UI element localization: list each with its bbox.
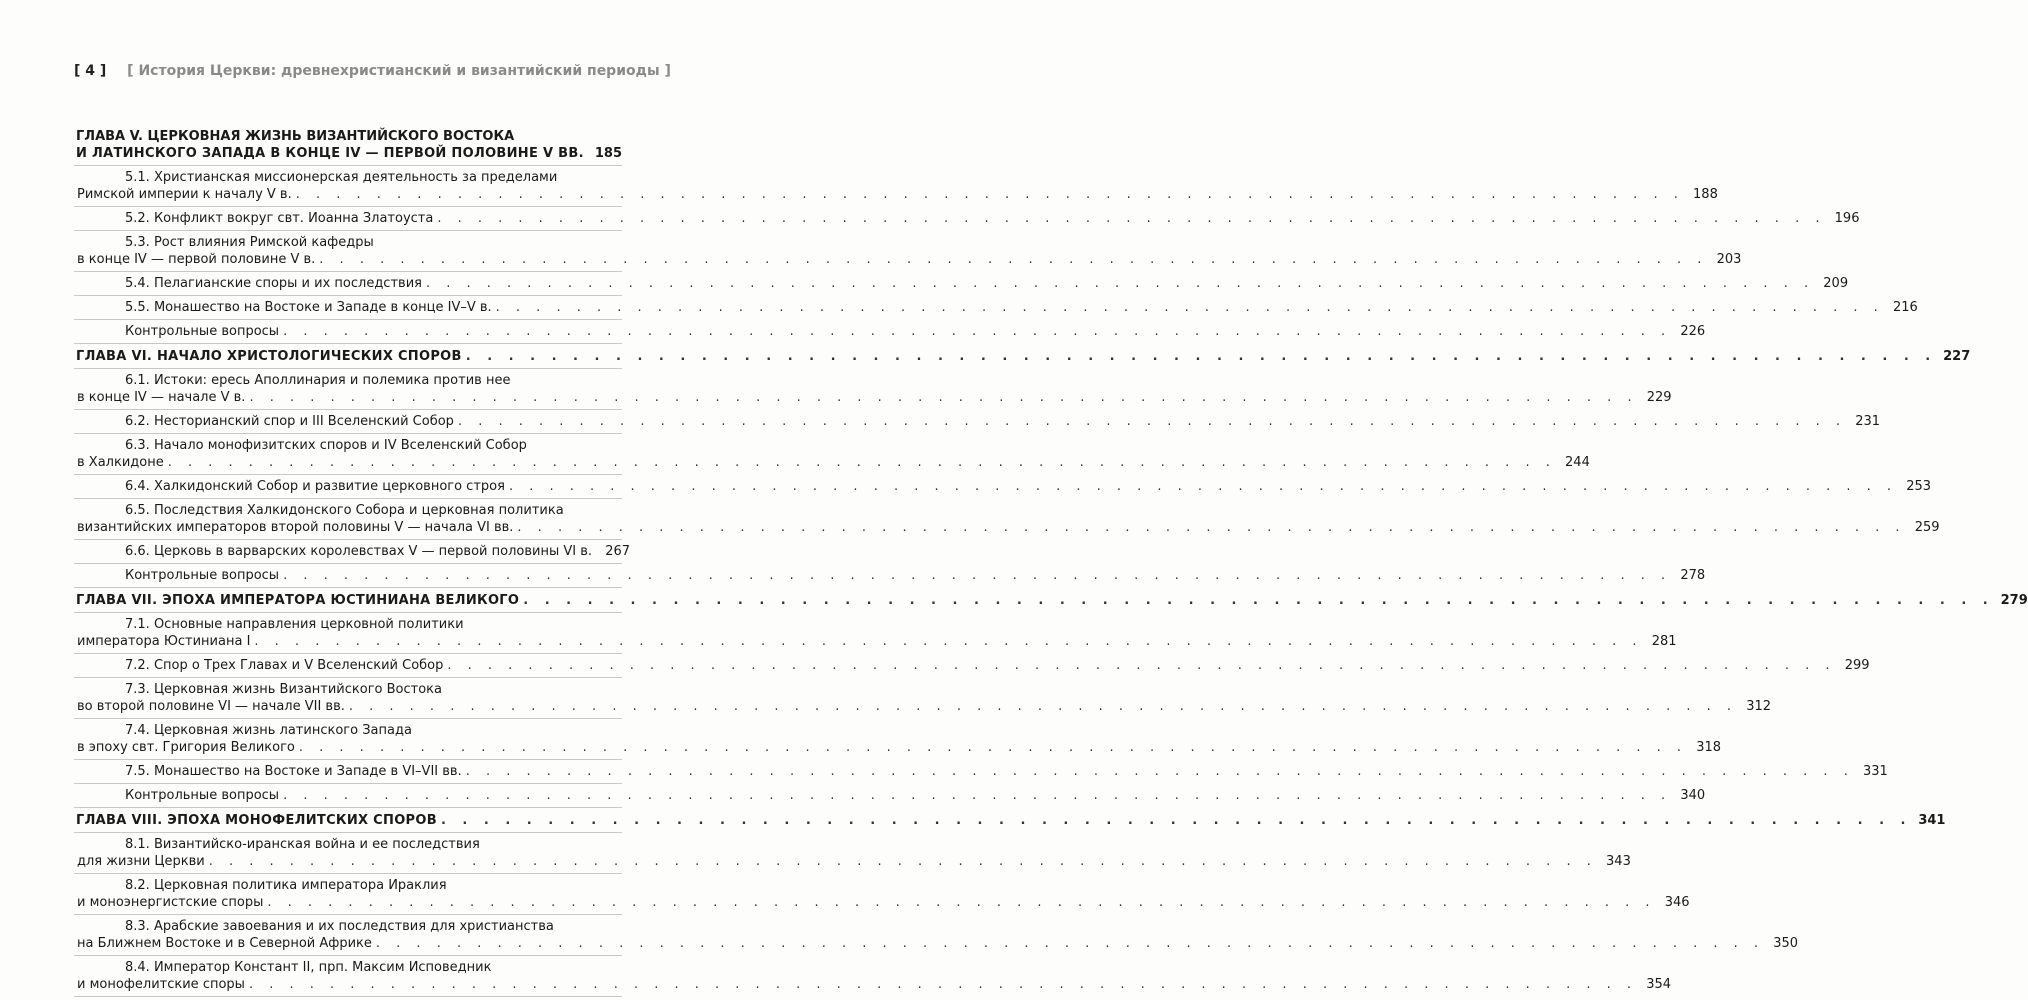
- page-ref: 216: [1892, 300, 1918, 315]
- toc-title-line: ГЛАВА VII. ЭПОХА ИМПЕРАТОРА ЮСТИНИАНА ВЕЛИКОГО: [76, 593, 520, 608]
- running-head: [74, 63, 671, 79]
- toc-title-line: 5.2. Конфликт вокруг свт. Иоанна Златоуста: [125, 211, 434, 226]
- toc-section-entry: [74, 613, 1677, 654]
- page-ref: 350: [1773, 936, 1799, 951]
- toc-title-line: императора Юстиниана I: [77, 634, 251, 649]
- toc-title-line: в Халкидоне: [77, 455, 164, 470]
- toc-entry-last-line: [77, 976, 1672, 993]
- page-ref: 312: [1746, 699, 1772, 714]
- toc-title-line: 5.3. Рост влияния Римской кафедры: [125, 235, 374, 250]
- page-number: [ 4 ]: [74, 63, 107, 79]
- toc-title-line: 6.3. Начало монофизитских споров и IV Вселенский Собор: [125, 438, 527, 453]
- dot-leader: . . . . . . . . . . . . . . . . . . . . . . . . . . . . . . . . . . . . . . . . . . . . . . . . . . . . . . . . . . . . . . . . . . . . .: [254, 634, 1643, 649]
- toc-section-entry: [74, 678, 1772, 719]
- page-ref: 203: [1716, 252, 1742, 267]
- toc-title-line: 6.2. Несторианский спор и III Вселенский Собор: [125, 414, 454, 429]
- toc-title-line: на Ближнем Востоке и в Северной Африке: [77, 936, 372, 951]
- toc-entry-last-line: [76, 592, 2028, 609]
- toc-section-entry: [74, 540, 631, 564]
- toc-chapter-entry: [74, 588, 2028, 613]
- page-ref: 346: [1664, 895, 1690, 910]
- dot-leader: . . . . . . . . . . . . . . . . . . . . . . . . . . . . . . . . . . . . . . . . . . . . . . . . . . . . . . . . . . . . . . . . . . . . .: [283, 788, 1672, 803]
- toc-section-entry: [74, 874, 1690, 915]
- toc-title-line: 5.4. Пелагианские споры и их последствия: [125, 276, 422, 291]
- toc-entry-last-line: [77, 853, 1631, 870]
- toc-title-line: 7.4. Церковная жизнь латинского Запада: [125, 723, 412, 738]
- toc-entry-last-line: [76, 348, 1971, 365]
- page-ref: 188: [1693, 187, 1718, 202]
- toc-title-line: 5.5. Монашество на Востоке и Западе в конце IV–V в.: [125, 300, 492, 315]
- page-ref: 341: [1918, 813, 1946, 828]
- dot-leader: . . . . . . . . . . . . . . . . . . . . . . . . . . . . . . . . . . . . . . . . . . . . . . . . . . . . . . . . . . . . . . . . . . . . .: [283, 568, 1672, 583]
- toc-entry-last-line: [77, 275, 1849, 292]
- dot-leader: . . . . . . . . . . . . . . . . . . . . . . . . . . . . . . . . . . . . . . . . . . . . . . . . . . . . . . . . . . . . . . . . . . . . .: [298, 740, 1688, 755]
- toc-section-entry: [74, 207, 1860, 231]
- toc-chapter-entry: [74, 344, 1971, 369]
- page-ref: 267: [605, 544, 631, 559]
- page-ref: 299: [1844, 658, 1870, 673]
- dot-leader: . . . . . . . . . . . . . . . . . . . . . . . . . . . . . . . . . . . . . . . . . . . . . . . . . . . . . . . . . . . . . . . . . . . . .: [465, 349, 1937, 364]
- toc-title-line: 6.1. Истоки: ересь Аполлинария и полемика против нее: [125, 373, 511, 388]
- dot-leader: . . . . . . . . . . . . . . . . . . . . . . . . . . . . . . . . . . . . . . . . . . . . . . . . . . . . . . . . . . . . . . . . . . . . .: [249, 390, 1638, 405]
- dot-leader: . . . . . . . . . . . . . . . . . . . . . . . . . . . . . . . . . . . . . . . . . . . . . . . . . . . . . . . . . . . . . . . . . . . . .: [167, 455, 1556, 470]
- toc-entry-last-line: [77, 739, 1722, 756]
- toc-title-line: 8.1. Византийско-иранская война и ее последствия: [125, 837, 480, 852]
- toc-entry-last-line: [77, 186, 1718, 203]
- dot-leader: . . . . . . . . . . . . . . . . . . . . . . . . . . . . . . . . . . . . . . . . . . . . . . . . . . . . . . . . . . . . . . . . . . . . .: [248, 977, 1638, 992]
- dot-leader: . . . . . . . . . . . . . . . . . . . . . . . . . . . . . . . . . . . . . . . . . . . . . . . . . . . . . . . . . . . . . . . . . . . . .: [495, 300, 1884, 315]
- dot-leader: . . . . . . . . . . . . . . . . . . . . . . . . . . . . . . . . . . . . . . . . . . . . . . . . . . . . . . . . . . . . . . . . . . . . .: [457, 414, 1847, 429]
- toc-chapter-entry: [74, 808, 1946, 833]
- toc-section-entry: [74, 475, 1932, 499]
- dot-leader: . . . . . . . . . . . . . . . . . . . . . . . . . . . . . . . . . . . . . . . . . . . . . . . . . . . . . . . . . . . . . . . . . . . . .: [348, 699, 1738, 714]
- toc-entry-last-line: [77, 210, 1860, 227]
- toc-entry-last-line: [77, 543, 631, 560]
- page-ref: 340: [1680, 788, 1706, 803]
- dot-leader: . . . . . . . . . . . . . . . . . . . . . . . . . . . . . . . . . . . . . . . . . . . . . . . . . . . . . . . . . . . . . . . . . . . . .: [425, 276, 1815, 291]
- page-ref: 226: [1680, 324, 1706, 339]
- toc-entry-last-line: [77, 389, 1672, 406]
- toc-section-entry: [74, 434, 1590, 475]
- toc-section-entry: [74, 410, 1881, 434]
- toc-section-entry: [74, 272, 1849, 296]
- toc-title-line: во второй половине VI — начале VII вв.: [77, 699, 345, 714]
- toc-title-line: и монофелитские споры: [77, 977, 245, 992]
- toc-title-line: 8.2. Церковная политика императора Ираклия: [125, 878, 447, 893]
- page-ref: 279: [2000, 593, 2028, 608]
- page-ref: 229: [1646, 390, 1672, 405]
- page-ref: 343: [1606, 854, 1631, 869]
- toc-section-entry: [74, 320, 1706, 344]
- toc-section-entry: [74, 784, 1706, 808]
- toc-chapter-entry: [74, 124, 622, 166]
- toc-title-line: Контрольные вопросы: [125, 568, 280, 583]
- page-ref: 227: [1943, 349, 1971, 364]
- toc-entry-last-line: [77, 323, 1706, 340]
- dot-leader: . . . . . . . . . . . . . . . . . . . . . . . . . . . . . . . . . . . . . . . . . . . . . . . . . . . . . . . . . . . . . . . . . . . . .: [295, 187, 1684, 202]
- toc-entry-last-line: [76, 812, 1946, 829]
- toc-section-entry: [74, 166, 1718, 207]
- page-ref: 253: [1906, 479, 1932, 494]
- toc-entry-last-line: [77, 454, 1590, 471]
- toc-title-line: И ЛАТИНСКОГО ЗАПАДА В КОНЦЕ IV — ПЕРВОЙ ПОЛОВИНЕ V ВВ.: [76, 146, 584, 161]
- page-ref: 196: [1834, 211, 1860, 226]
- toc-title-line: ГЛАВА VI. НАЧАЛО ХРИСТОЛОГИЧЕСКИХ СПОРОВ: [76, 349, 462, 364]
- toc-section-entry: [74, 369, 1672, 410]
- toc-section-entry: [74, 833, 1631, 874]
- page-ref: 231: [1855, 414, 1881, 429]
- toc-entry-last-line: [77, 763, 1888, 780]
- dot-leader: . . . . . . . . . . . . . . . . . . . . . . . . . . . . . . . . . . . . . . . . . . . . . . . . . . . . . . . . . . . . . . . . . . . . .: [447, 658, 1836, 673]
- toc-title-line: 7.3. Церковная жизнь Византийского Востока: [125, 682, 442, 697]
- book-title: [ История Церкви: древнехристианский и византийский периоды ]: [127, 63, 671, 79]
- toc-title-line: Римской империи к началу V в.: [77, 187, 292, 202]
- toc-section-entry: [74, 499, 1940, 540]
- toc-title-line: ГЛАВА VIII. ЭПОХА МОНОФЕЛИТСКИХ СПОРОВ: [76, 813, 437, 828]
- toc-section-entry: [74, 296, 1918, 320]
- toc-title-line: 6.5. Последствия Халкидонского Собора и церковная политика: [125, 503, 564, 518]
- toc-title-line: Контрольные вопросы: [125, 788, 280, 803]
- toc-title-line: для жизни Церкви: [77, 854, 205, 869]
- toc-title-line: 7.5. Монашество на Востоке и Западе в VI–VII вв.: [125, 764, 462, 779]
- page-ref: 259: [1914, 520, 1940, 535]
- toc-title-line: ГЛАВА V. ЦЕРКОВНАЯ ЖИЗНЬ ВИЗАНТИЙСКОГО ВОСТОКА: [76, 129, 515, 144]
- dot-leader: . . . . . . . . . . . . . . . . . . . . . . . . . . . . . . . . . . . . . . . . . . . . . . . . . . . . . . . . . . . . . . . . . . . . .: [508, 479, 1898, 494]
- toc-entry-last-line: [77, 567, 1706, 584]
- toc-entry-last-line: [77, 478, 1932, 495]
- toc-title-line: 8.3. Арабские завоевания и их последствия для христианства: [125, 919, 554, 934]
- toc-title-line: в конце IV — начале V в.: [77, 390, 246, 405]
- toc-entry-last-line: [77, 698, 1772, 715]
- toc-section-entry: [74, 564, 1706, 588]
- page-ref: 354: [1646, 977, 1672, 992]
- toc-section-entry: [74, 719, 1722, 760]
- toc-title-line: Контрольные вопросы: [125, 324, 280, 339]
- toc-title-line: 7.1. Основные направления церковной политики: [125, 617, 464, 632]
- dot-leader: . . . . . . . . . . . . . . . . . . . . . . . . . . . . . . . . . . . . . . . . . . . . . . . . . . . . . . . . . . . . . . . . . . . . .: [465, 764, 1854, 779]
- toc-title-line: 5.1. Христианская миссионерская деятельность за пределами: [125, 170, 558, 185]
- dot-leader: . . . . . . . . . . . . . . . . . . . . . . . . . . . . . . . . . . . . . . . . . . . . . . . . . . . . . . . . . . . . . . . . . . . . .: [319, 252, 1708, 267]
- toc-entry-last-line: [77, 787, 1706, 804]
- toc-entry-last-line: [77, 657, 1870, 674]
- toc-section-entry: [74, 760, 1888, 784]
- page-ref: 278: [1680, 568, 1706, 583]
- page-ref: 331: [1863, 764, 1888, 779]
- toc-title-line: в эпоху свт. Григория Великого: [77, 740, 295, 755]
- toc-entry-last-line: [77, 519, 1940, 536]
- toc-title-line: 7.2. Спор о Трех Главах и V Вселенский Собор: [125, 658, 444, 673]
- dot-leader: . . . . . . . . . . . . . . . . . . . . . . . . . . . . . . . . . . . . . . . . . . . . . . . . . . . . . . . . . . . . . . . . . . . . .: [523, 593, 1994, 608]
- dot-leader: . . . . . . . . . . . . . . . . . . . . . . . . . . . . . . . . . . . . . . . . . . . . . . . . . . . . . . . . . . . . . . . . . . . . .: [267, 895, 1656, 910]
- page-ref: 185: [594, 146, 622, 161]
- dot-leader: . . . . . . . . . . . . . . . . . . . . . . . . . . . . . . . . . . . . . . . . . . . . . . . . . . . . . . . . . . . . . . . . . . . . .: [283, 324, 1672, 339]
- page-ref: 244: [1565, 455, 1590, 470]
- toc-entry-last-line: [77, 935, 1799, 952]
- toc-title-line: и моноэнергистские споры: [77, 895, 264, 910]
- toc-section-entry: [74, 915, 1799, 956]
- toc-entry-last-line: [77, 894, 1690, 911]
- toc-title-line: византийских императоров второй половины V — начала VI вв.: [77, 520, 514, 535]
- toc-entry-last-line: [77, 299, 1918, 316]
- toc-section-entry: [74, 654, 1870, 678]
- dot-leader: . . . . . . . . . . . . . . . . . . . . . . . . . . . . . . . . . . . . . . . . . . . . . . . . . . . . . . . . . . . . . . . . . . . . .: [440, 813, 1912, 828]
- toc-title-line: 6.6. Церковь в варварских королевствах V — первой половины VI в.: [125, 544, 593, 559]
- toc-entry-last-line: [77, 251, 1742, 268]
- page-ref: 318: [1696, 740, 1722, 755]
- toc-title-line: 6.4. Халкидонский Собор и развитие церковного строя: [125, 479, 505, 494]
- dot-leader: . . . . . . . . . . . . . . . . . . . . . . . . . . . . . . . . . . . . . . . . . . . . . . . . . . . . . . . . . . . . . . . . . . . . .: [375, 936, 1765, 951]
- toc-entry-last-line: [76, 145, 622, 162]
- dot-leader: . . . . . . . . . . . . . . . . . . . . . . . . . . . . . . . . . . . . . . . . . . . . . . . . . . . . . . . . . . . . . . . . . . . . .: [517, 520, 1906, 535]
- toc-entry-last-line: [77, 413, 1881, 430]
- toc-title-line: в конце IV — первой половине V в.: [77, 252, 316, 267]
- toc-entry-last-line: [77, 633, 1677, 650]
- toc-section-entry: [74, 956, 1672, 997]
- dot-leader: . . . . . . . . . . . . . . . . . . . . . . . . . . . . . . . . . . . . . . . . . . . . . . . . . . . . . . . . . . . . . . . . . . . . .: [208, 854, 1597, 869]
- dot-leader: . . . . . . . . . . . . . . . . . . . . . . . . . . . . . . . . . . . . . . . . . . . . . . . . . . . . . . . . . . . . . . . . . . . . .: [437, 211, 1826, 226]
- page-ref: 281: [1651, 634, 1677, 649]
- page-ref: 209: [1823, 276, 1849, 291]
- toc-section-entry: [74, 231, 1742, 272]
- table-of-contents: [74, 124, 2028, 997]
- toc-title-line: 8.4. Император Констант II, прп. Максим Исповедник: [125, 960, 492, 975]
